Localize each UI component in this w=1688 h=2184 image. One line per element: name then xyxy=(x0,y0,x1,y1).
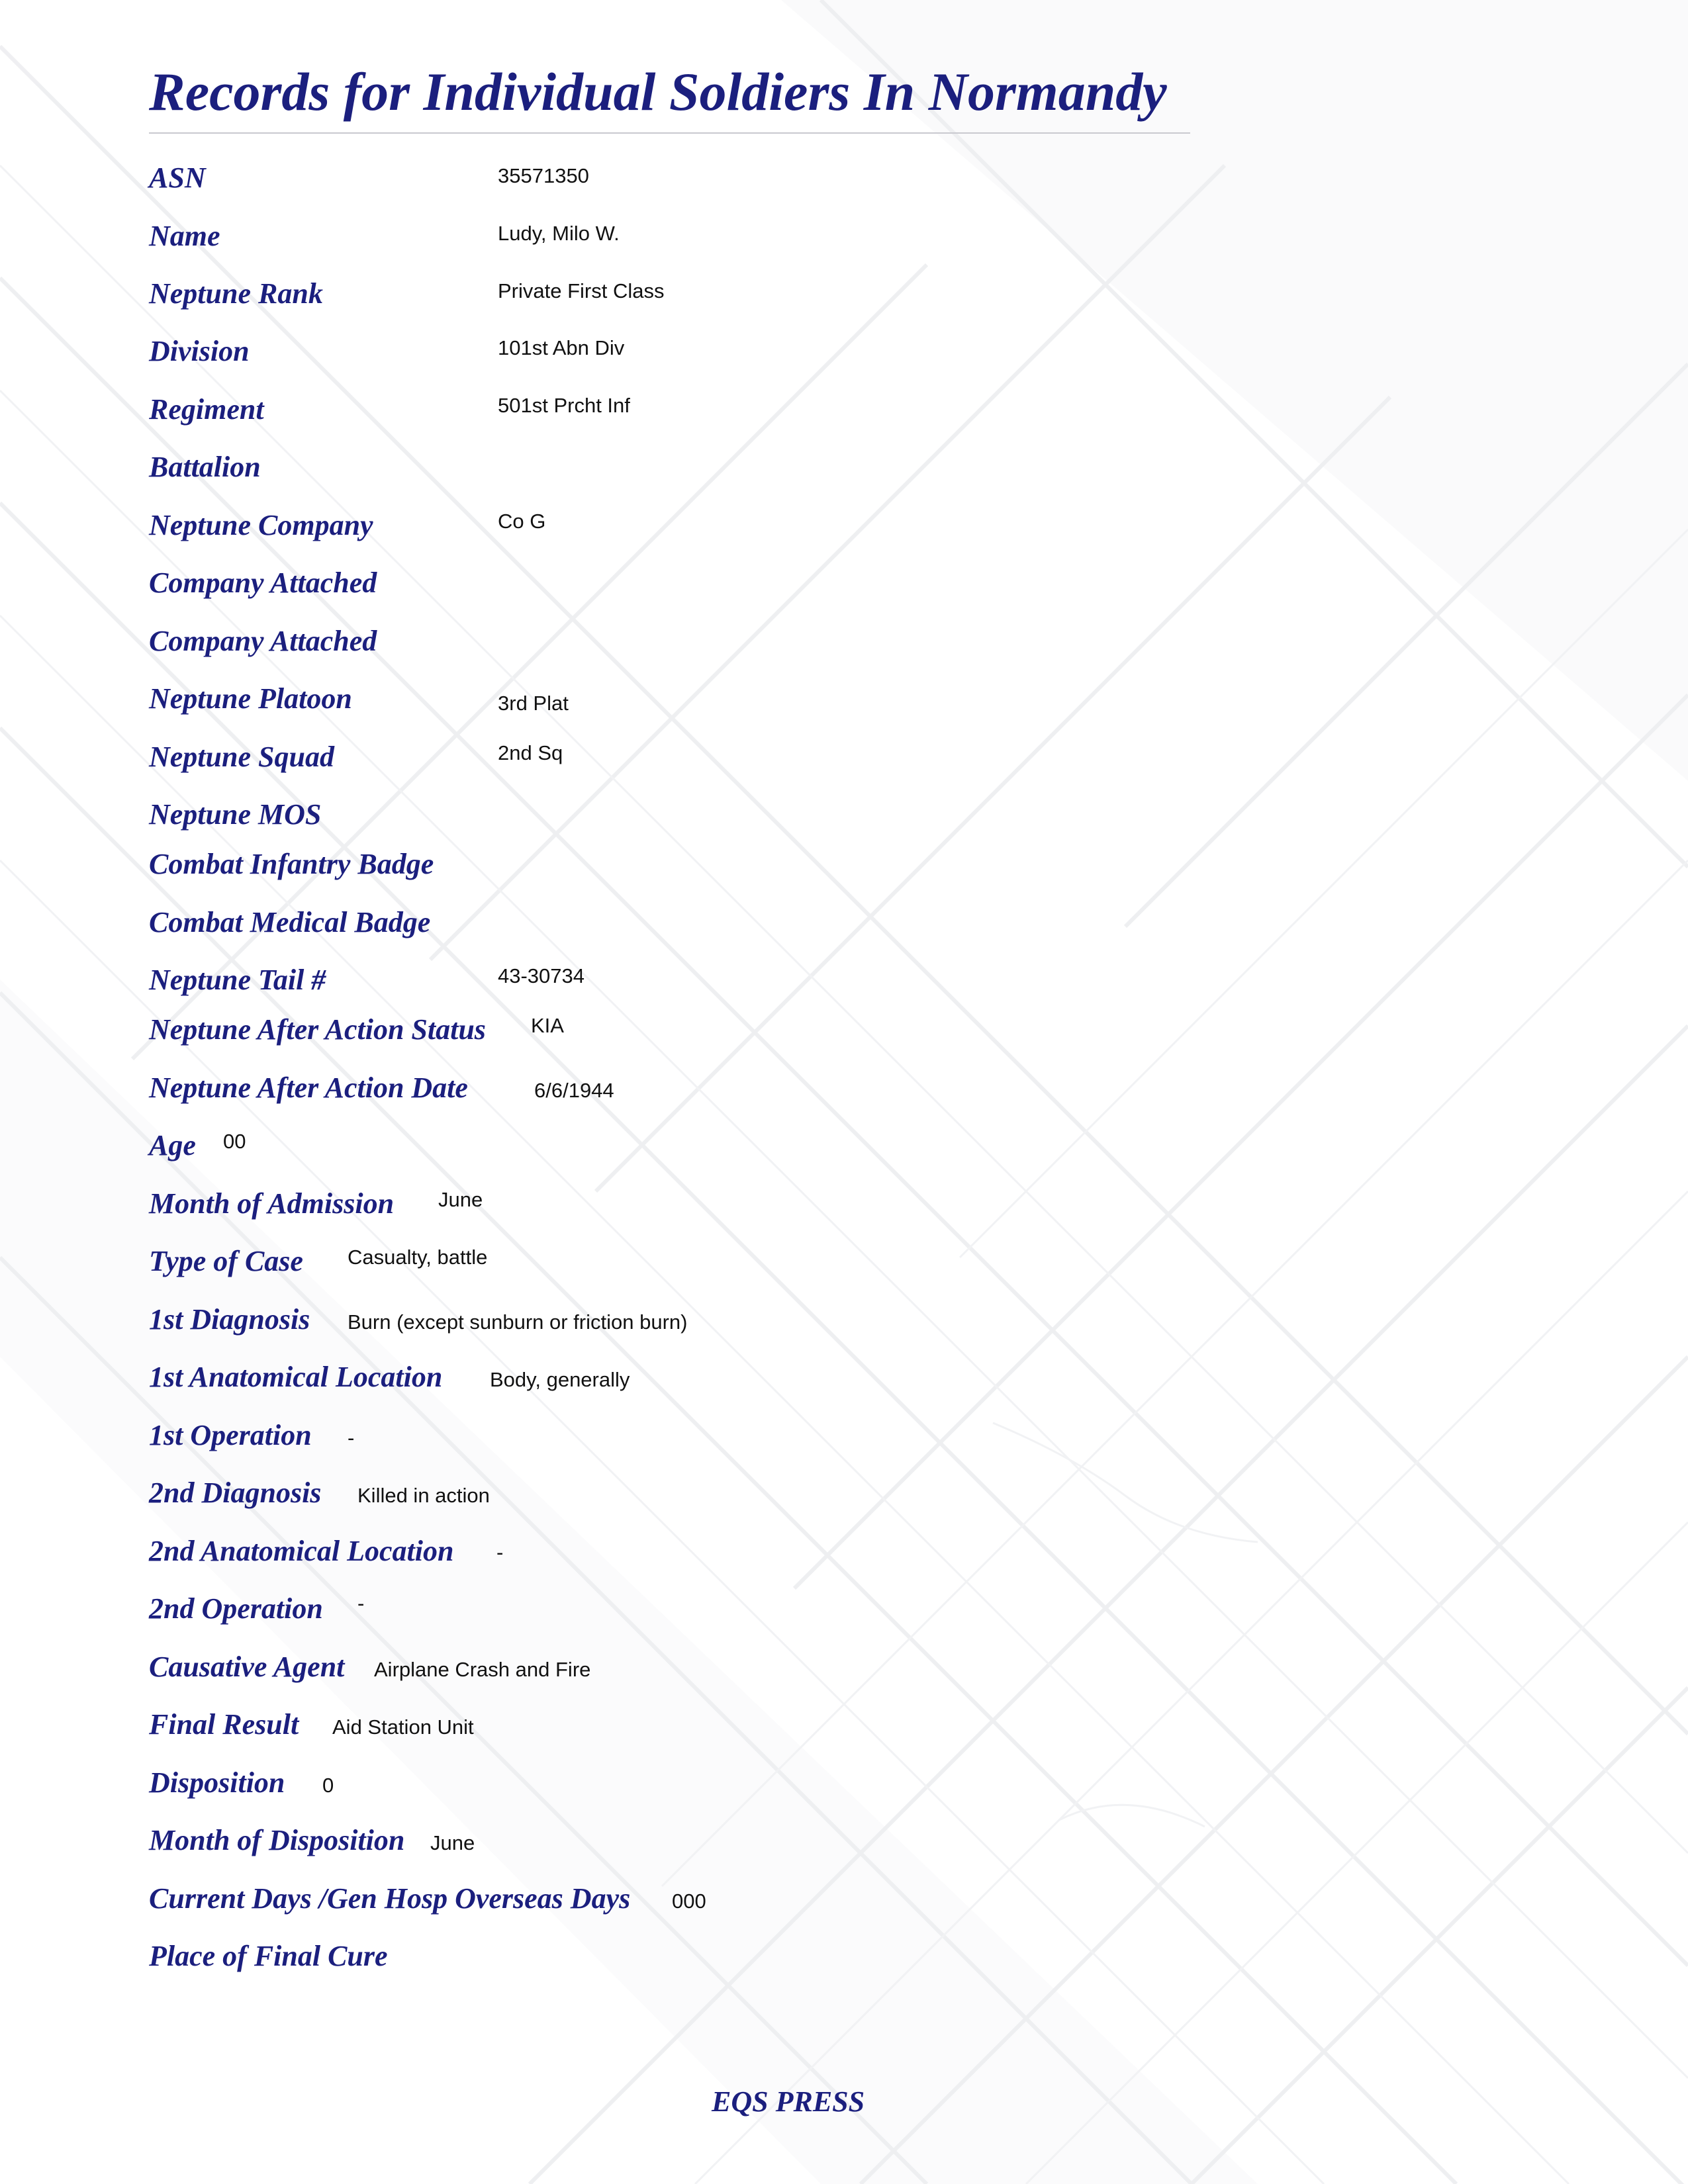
field-label-neptune-tail-number: Neptune Tail # xyxy=(149,964,326,996)
field-label-company-attached-2: Company Attached xyxy=(149,625,377,657)
title-divider xyxy=(149,132,1190,134)
field-label-2nd-operation: 2nd Operation xyxy=(149,1592,323,1625)
field-value-age: 00 xyxy=(223,1130,246,1153)
field-value-2nd-anatomical-location: - xyxy=(496,1541,504,1564)
field-value-disposition: 0 xyxy=(322,1774,334,1797)
field-label-asn: ASN xyxy=(149,161,206,194)
field-value-current-days-gen-hosp: 000 xyxy=(672,1889,706,1913)
field-value-after-action-status: KIA xyxy=(531,1014,564,1037)
field-label-after-action-status: Neptune After Action Status xyxy=(149,1013,486,1046)
field-value-name: Ludy, Milo W. xyxy=(498,222,620,245)
field-label-month-of-disposition: Month of Disposition xyxy=(149,1824,405,1856)
field-value-neptune-squad: 2nd Sq xyxy=(498,741,563,764)
field-value-division: 101st Abn Div xyxy=(498,336,625,359)
field-value-month-of-disposition: June xyxy=(430,1831,475,1854)
field-label-disposition: Disposition xyxy=(149,1766,285,1799)
field-value-after-action-date: 6/6/1944 xyxy=(534,1079,614,1102)
field-label-after-action-date: Neptune After Action Date xyxy=(149,1071,468,1104)
field-value-month-of-admission: June xyxy=(438,1188,483,1211)
field-value-1st-anatomical-location: Body, generally xyxy=(490,1368,630,1391)
field-value-type-of-case: Casualty, battle xyxy=(348,1246,488,1269)
field-value-neptune-tail-number: 43-30734 xyxy=(498,964,585,987)
field-label-current-days-gen-hosp: Current Days /Gen Hosp Overseas Days xyxy=(149,1882,631,1915)
field-label-2nd-diagnosis: 2nd Diagnosis xyxy=(149,1477,322,1509)
field-value-regiment: 501st Prcht Inf xyxy=(498,394,630,417)
field-value-final-result: Aid Station Unit xyxy=(332,1715,474,1739)
field-value-neptune-company: Co G xyxy=(498,510,546,533)
field-value-asn: 35571350 xyxy=(498,164,589,187)
field-label-neptune-squad: Neptune Squad xyxy=(149,741,334,773)
field-label-combat-infantry-badge: Combat Infantry Badge xyxy=(149,848,434,880)
field-value-neptune-platoon: 3rd Plat xyxy=(498,692,569,715)
field-label-causative-agent: Causative Agent xyxy=(149,1651,345,1683)
field-label-name: Name xyxy=(149,220,220,252)
field-label-division: Division xyxy=(149,335,250,367)
field-label-company-attached-1: Company Attached xyxy=(149,567,377,599)
field-label-neptune-mos: Neptune MOS xyxy=(149,798,322,831)
field-label-1st-diagnosis: 1st Diagnosis xyxy=(149,1303,310,1336)
field-label-neptune-platoon: Neptune Platoon xyxy=(149,682,352,715)
field-value-1st-operation: - xyxy=(348,1426,355,1449)
field-label-type-of-case: Type of Case xyxy=(149,1245,303,1277)
field-label-month-of-admission: Month of Admission xyxy=(149,1187,395,1220)
field-label-battalion: Battalion xyxy=(149,451,261,483)
field-value-2nd-operation: - xyxy=(357,1592,365,1615)
field-label-2nd-anatomical-location: 2nd Anatomical Location xyxy=(149,1535,454,1567)
footer-publisher: EQS PRESS xyxy=(712,2085,865,2118)
field-label-regiment: Regiment xyxy=(149,393,264,426)
field-label-1st-anatomical-location: 1st Anatomical Location xyxy=(149,1361,443,1393)
field-label-1st-operation: 1st Operation xyxy=(149,1419,312,1451)
field-value-2nd-diagnosis: Killed in action xyxy=(357,1484,490,1507)
field-label-combat-medical-badge: Combat Medical Badge xyxy=(149,906,431,938)
field-label-neptune-rank: Neptune Rank xyxy=(149,277,323,310)
field-label-final-result: Final Result xyxy=(149,1708,299,1741)
field-value-neptune-rank: Private First Class xyxy=(498,279,665,302)
field-label-place-of-final-cure: Place of Final Cure xyxy=(149,1940,388,1972)
field-label-neptune-company: Neptune Company xyxy=(149,509,373,541)
page-title: Records for Individual Soldiers In Normandy xyxy=(149,62,1167,122)
field-value-causative-agent: Airplane Crash and Fire xyxy=(374,1658,591,1681)
field-label-age: Age xyxy=(149,1129,196,1161)
field-value-1st-diagnosis: Burn (except sunburn or friction burn) xyxy=(348,1310,688,1334)
